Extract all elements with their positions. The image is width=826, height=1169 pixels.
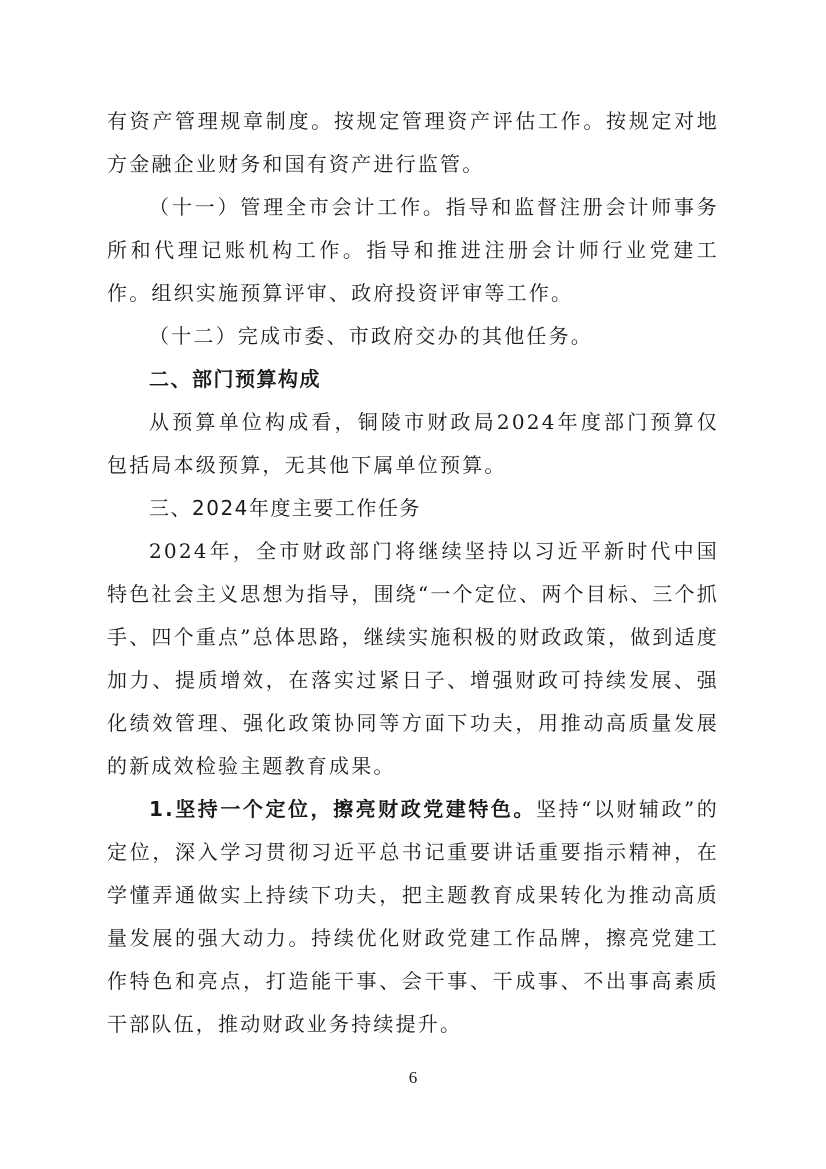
document-page — [107, 100, 719, 1046]
paragraph-lead-bold: 1.坚持一个定位，擦亮财政党建特色。 — [149, 797, 536, 821]
paragraph-budget-units: 从预算单位构成看，铜陵市财政局2024年度部门预算仅包括局本级预算，无其他下属单位预算。 — [107, 410, 719, 477]
paragraph-party-building — [107, 788, 719, 1046]
paragraph-tasks-overview: 2024年，全市财政部门将继续坚持以习近平新时代中国特色社会主义思想为指导，围绕“一个定位、两个目标、三个抓手、四个重点”总体思路，继续实施积极的财政政策，做到适度加力、提质增效，在落实过紧日子、增强财政可持续发展、强化绩效管理、强化政策协同等方面下功夫，用推动高质量发展的新成效检验主题教育成果。 — [107, 539, 719, 778]
paragraph-accounting-work: （十一）管理全市会计工作。指导和监督注册会计师事务所和代理记账机构工作。指导和推进注册会计师行业党建工作。组织实施预算评审、政府投资评审等工作。 — [107, 195, 719, 305]
page-number: 6 — [408, 1068, 418, 1087]
paragraph-body-text: 坚持“以财辅政”的定位，深入学习贯彻习近平总书记重要讲话重要指示精神，在学懂弄通做实上持续下功夫，把主题教育成果转化为推动高质量发展的强大动力。持续优化财政党建工作品牌，擦亮党建工作特色和亮点，打造能干事、会干事、干成事、不出事高素质干部队伍，推动财政业务持续提升。 — [107, 797, 719, 1036]
paragraph-other-tasks: （十二）完成市委、市政府交办的其他任务。 — [149, 324, 593, 348]
heading-main-tasks: 三、2024年度主要工作任务 — [149, 496, 421, 520]
paragraph-asset-management: 有资产管理规章制度。按规定管理资产评估工作。按规定对地方金融企业财务和国有资产进行监管。 — [107, 109, 719, 176]
heading-budget-composition: 二、部门预算构成 — [149, 367, 321, 391]
